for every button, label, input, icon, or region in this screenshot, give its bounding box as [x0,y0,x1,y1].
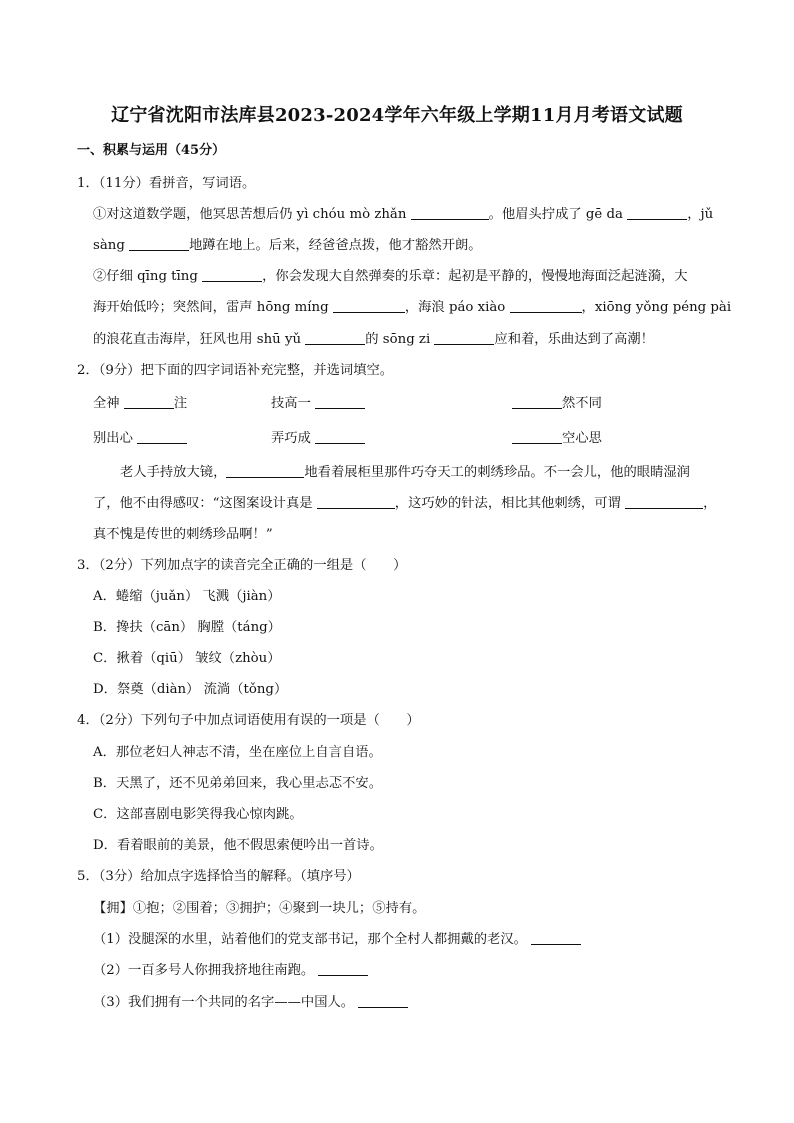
answer-blank[interactable] [317,494,395,509]
answer-blank[interactable] [512,429,562,444]
question-1-line-2: sàng 地蹲在地上。后来，经爸爸点拨，他才豁然开朗。 [93,238,482,253]
answer-blank[interactable] [305,330,365,345]
option-b[interactable]: B．天黑了，还不见弟弟回来，我心里忐忑不安。 [93,776,383,791]
question-1-line-5: 的浪花直击海岸，狂风也用 shū yǔ 的 sōng zi 应和着，乐曲达到了高潮！ [93,332,654,347]
question-2-para-line-2: 了，他不由得感叹：“这图案设计真是 ，这巧妙的针法，相比其他刺绣，可谓 ， [93,496,717,511]
answer-blank[interactable] [627,205,687,220]
option-b[interactable]: B．搀扶（cān） 胸膛（táng） [93,620,281,635]
question-2-stem: 2．（9分）把下面的四字词语补充完整，并选词填空。 [77,363,394,378]
idiom-3: 然不同 [512,394,602,414]
option-c[interactable]: C．揪着（qiū） 皱纹（zhòu） [93,651,281,666]
question-3-stem: 3．（2分）下列加点字的读音完全正确的一组是（ ） [77,558,407,573]
question-2-para-line-3: 真不愧是传世的刺绣珍品啊！” [93,527,273,542]
answer-blank[interactable] [318,961,368,976]
idiom-4: 别出心 [93,429,187,449]
answer-blank[interactable] [625,494,703,509]
question-1-stem: 1．（11分）看拼音，写词语。 [77,176,256,191]
answer-blank[interactable] [512,394,562,409]
page-title: 辽宁省沈阳市法库县2023-2024学年六年级上学期11月月考语文试题 [111,105,683,126]
answer-blank[interactable] [434,330,494,345]
idiom-5: 弄巧成 [271,429,365,449]
answer-blank[interactable] [358,993,408,1008]
answer-blank[interactable] [129,236,189,251]
answer-blank[interactable] [137,429,187,444]
answer-blank[interactable] [315,394,365,409]
definition-list: 【拥】①抱；②围着；③拥护；④聚到一块儿；⑤持有。 [93,901,426,916]
answer-blank[interactable] [124,394,174,409]
answer-blank[interactable] [531,930,581,945]
option-d[interactable]: D．看着眼前的美景，他不假思索便吟出一首诗。 [93,838,383,853]
question-4-stem: 4．（2分）下列句子中加点词语使用有误的一项是（ ） [77,713,420,728]
idiom-6: 空心思 [512,429,602,449]
idiom-2: 技高一 [271,394,365,414]
option-a[interactable]: A．那位老妇人神志不清，坐在座位上自言自语。 [93,745,382,760]
answer-blank[interactable] [333,298,405,313]
answer-blank[interactable] [411,205,489,220]
answer-blank[interactable] [226,463,304,478]
question-5-item-3: （3）我们拥有一个共同的名字——中国人。 [93,993,408,1013]
answer-blank[interactable] [202,267,262,282]
question-2-para-line-1: 老人手持放大镜， 地看着展柜里那件巧夺天工的刺绣珍品。不一会儿，他的眼睛湿润 [120,465,690,480]
question-5-stem: 5．（3分）给加点字选择恰当的解释。（填序号） [77,869,360,884]
question-5-item-2: （2）一百多号人你拥我挤地往南跑。 [93,961,368,981]
answer-blank[interactable] [510,298,582,313]
option-a[interactable]: A．蜷缩（juǎn） 飞溅（jiàn） [93,589,281,604]
question-1-line-3: ②仔细 qīng tīng ，你会发现大自然弹奏的乐章：起初是平静的，慢慢地海面泛起涟漪，大 [93,269,688,284]
question-1-line-4: 海开始低吟；突然间，雷声 hōng míng ，海浪 páo xiào ，xiōng yǒng péng pài [93,300,732,315]
option-c[interactable]: C．这部喜剧电影笑得我心惊肉跳。 [93,807,303,822]
section-heading: 一、积累与运用（45分） [77,143,226,158]
option-d[interactable]: D．祭奠（diàn） 流淌（tǒng） [93,682,288,697]
idiom-1: 全神 注 [93,396,188,411]
question-5-item-1: （1）没腿深的水里，站着他们的党支部书记，那个全村人都拥戴的老汉。 [93,930,581,950]
question-1-line-1: ①对这道数学题，他冥思苦想后仍 yì chóu mò zhǎn 。他眉头拧成了 gē da ，jǔ [93,207,714,222]
answer-blank[interactable] [315,429,365,444]
